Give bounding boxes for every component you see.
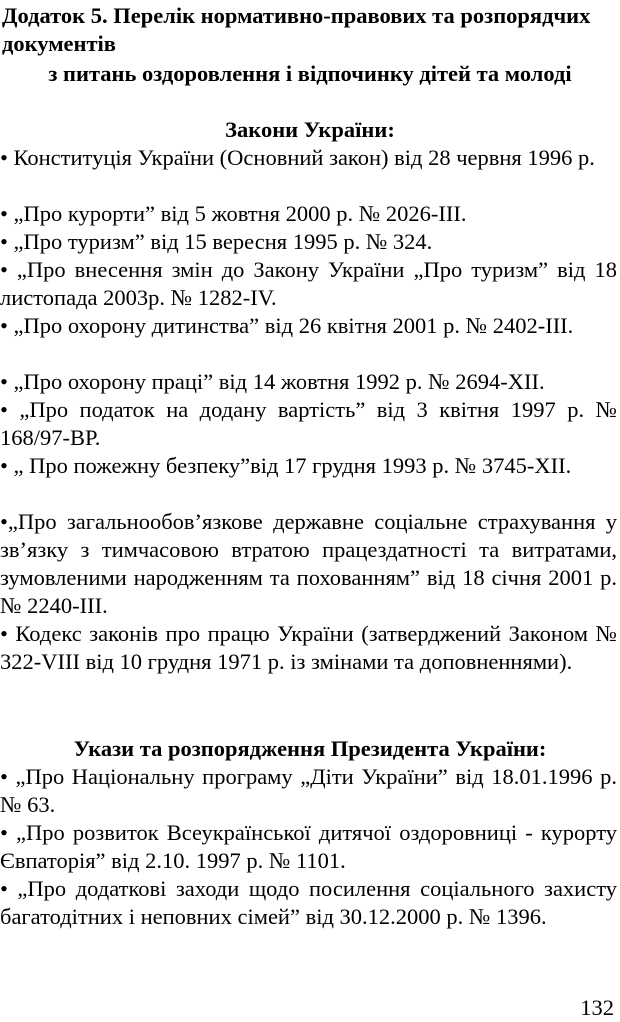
law-item: • „Про курорти” від 5 жовтня 2000 р. № 2026-ІІІ. [0, 201, 467, 226]
decree-item: • „Про додаткові заходи щодо посилення соціального захисту багатодітних і неповних сімей” від 30.12.2000 р. № 1396. [0, 876, 617, 929]
decree-item: • „Про розвиток Всеукраїнської дитячої оздоровниці - курорту Євпаторія” від 2.10. 1997 р. № 1101. [0, 820, 617, 873]
law-item: • Кодекс законів про працю України (затверджений Законом № 322-VIII від 10 грудня 1971 р. із змінами та доповненнями). [0, 621, 617, 674]
document-title: Додаток 5. Перелік нормативно-правових та розпорядчих документів [2, 3, 591, 56]
law-item: • „Про охорону праці” від 14 жовтня 1992 р. № 2694-XII. [0, 369, 545, 394]
law-item: • „Про внесення змін до Закону України „Про туризм” від 18 листопада 2003р. № 1282-ІV. [0, 257, 617, 310]
law-item: •„Про загальнообов’язкове державне соціальне страхування у зв’язку з тимчасовою втратою працездатності та витратами, зумовленими народженням та похованням” від 18 січня 2001 р. № 2240-ІІІ. [0, 509, 617, 618]
law-item: • „Про податок на додану вартість” від 3 квітня 1997 р. № 168/97-ВР. [0, 397, 617, 450]
decrees-section-title: Укази та розпорядження Президента України: [73, 736, 547, 761]
law-item: • Конституція України (Основний закон) від 28 червня 1996 р. [0, 145, 595, 170]
law-item: • „Про туризм” від 15 вересня 1995 р. № 324. [0, 229, 433, 254]
law-item: • „Про охорону дитинства” від 26 квітня 2001 р. № 2402-ІІІ. [0, 313, 574, 338]
document-subtitle: з питань оздоровлення і відпочинку дітей та молоді [48, 61, 572, 86]
page-number: 132 [580, 995, 614, 1020]
laws-section-title: Закони України: [225, 117, 395, 142]
law-item: • „ Про пожежну безпеку”від 17 грудня 1993 р. № 3745-XII. [0, 453, 572, 478]
decree-item: • „Про Національну програму „Діти України” від 18.01.1996 р. № 63. [0, 764, 617, 817]
